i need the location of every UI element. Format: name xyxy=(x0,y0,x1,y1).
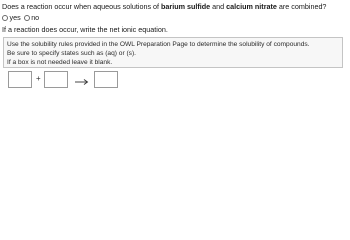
rules-line-1: Use the solubility rules provided in the OWL Preparation Page to determine the solubility of compounds. xyxy=(7,41,310,48)
radio-yes[interactable] xyxy=(2,13,21,22)
radio-yes-label: yes xyxy=(9,13,21,22)
question-suffix: are combined? xyxy=(276,2,327,11)
rules-line-3: If a box is not needed leave it blank. xyxy=(7,59,113,66)
reactant-2: calcium nitrate xyxy=(226,2,277,11)
radio-yes-circle[interactable] xyxy=(2,15,8,21)
reactant-box-2[interactable] xyxy=(44,71,68,88)
question-prefix: Does a reaction occur when aqueous solutions of xyxy=(2,2,162,11)
rules-line-2: Be sure to specify states such as (aq) or (s). xyxy=(7,50,136,57)
question-text xyxy=(2,2,326,11)
radio-no-label: no xyxy=(31,13,40,22)
product-box[interactable] xyxy=(94,71,118,88)
radio-no[interactable] xyxy=(24,13,40,22)
right-arrow-icon xyxy=(75,74,89,92)
reactant-box-1[interactable] xyxy=(8,71,32,88)
plus-sign: + xyxy=(36,74,41,83)
radio-no-circle[interactable] xyxy=(24,15,30,21)
instruction-text: If a reaction does occur, write the net ionic equation. xyxy=(2,25,168,34)
rules-box xyxy=(3,37,343,68)
reaction-options xyxy=(2,13,42,22)
question-middle: and xyxy=(210,2,227,11)
reactant-1: barium sulfide xyxy=(161,2,211,11)
equation-row xyxy=(8,71,338,90)
